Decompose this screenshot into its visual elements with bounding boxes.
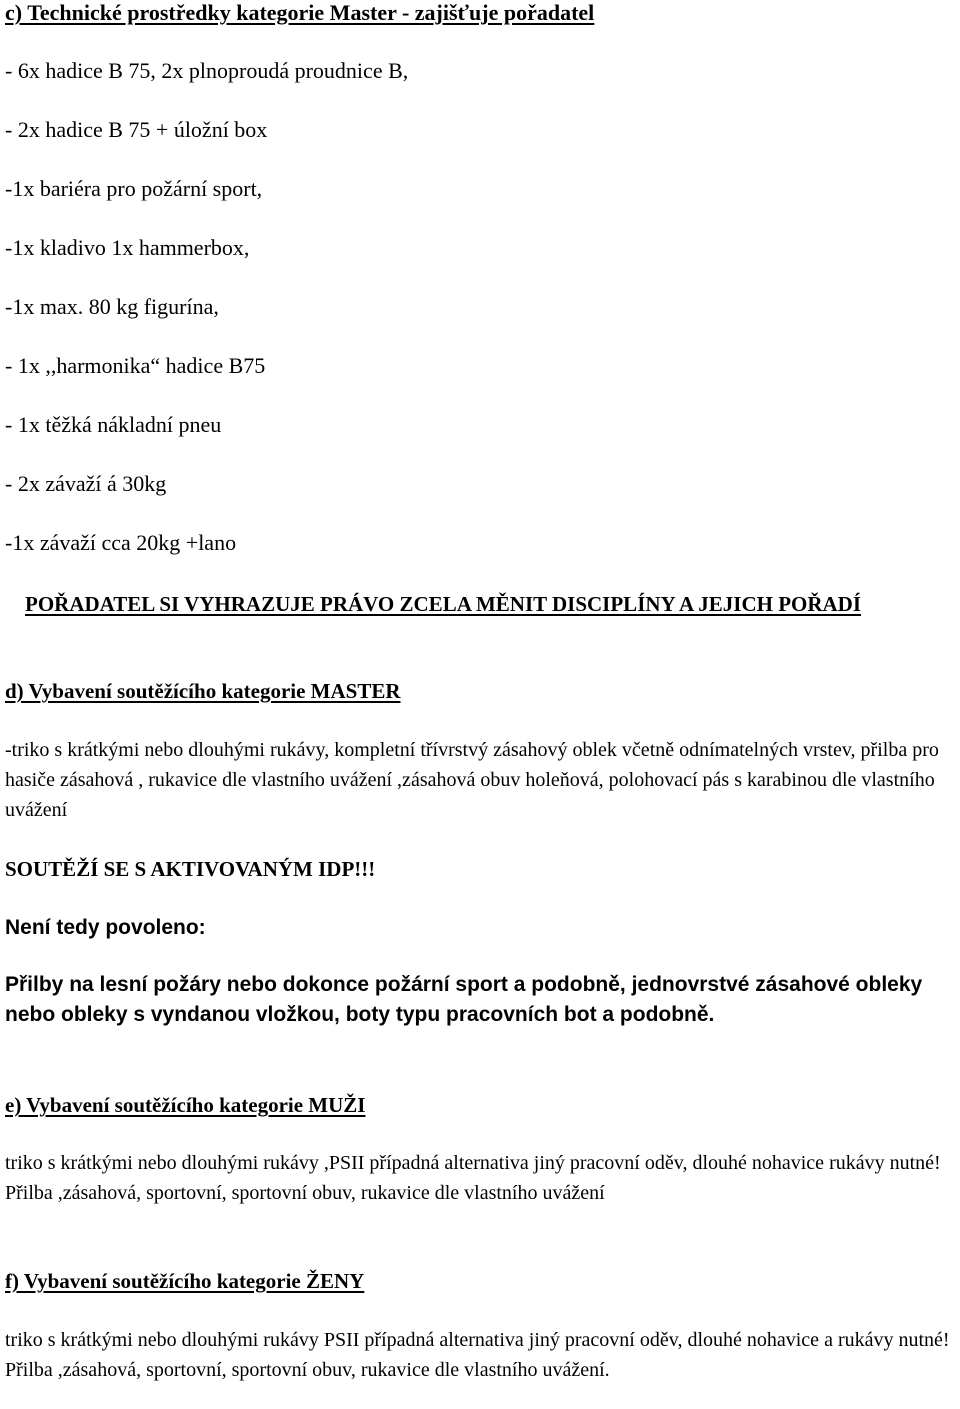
section-c-heading: c) Technické prostředky kategorie Master - zajišťuje pořadatel bbox=[5, 0, 595, 25]
section-d-body: -triko s krátkými nebo dlouhými rukávy, kompletní třívrstvý zásahový oblek včetně odnímatelných vrstev, přilba pro hasiče zásahová , rukavice dle vlastního uvážení ,zásahová obuv holeňová, polohovací pás s karabinou dle vlastního uvážení bbox=[5, 739, 939, 821]
section-f-body: triko s krátkými nebo dlouhými rukávy PSII případná alternativa jiný pracovní oděv, dlouhé nohavice a rukávy nutné! Přilba ,zásahová, sportovní, sportovní obuv, rukavice dle vlastního uvážení. bbox=[5, 1329, 950, 1381]
section-e-heading: e) Vybavení soutěžícího kategorie MUŽI bbox=[5, 1093, 366, 1117]
section-d-heading: d) Vybavení soutěžícího kategorie MASTER bbox=[5, 679, 401, 703]
list-item: - 1x ,,harmonika“ hadice B75 bbox=[5, 353, 266, 378]
list-item: - 1x těžká nákladní pneu bbox=[5, 412, 222, 437]
section-e-body: triko s krátkými nebo dlouhými rukávy ,PSII případná alternativa jiný pracovní oděv, dlouhé nohavice rukávy nutné! Přilba ,zásahová, sportovní, sportovní obuv, rukavice dle vlastního uvážení bbox=[5, 1152, 941, 1204]
list-item: - 2x hadice B 75 + úložní box bbox=[5, 117, 268, 142]
organizer-notice: POŘADATEL SI VYHRAZUJE PRÁVO ZCELA MĚNIT DISCIPLÍNY A JEJICH POŘADÍ bbox=[25, 592, 862, 616]
not-allowed-body: Přilby na lesní požáry nebo dokonce požární sport a podobně, jednovrstvé zásahové obleky nebo obleky s vyndanou vložkou, boty typu pracovních bot a podobně. bbox=[5, 973, 923, 1026]
section-f-heading: f) Vybavení soutěžícího kategorie ŽENY bbox=[5, 1269, 365, 1293]
list-item: - 2x závaží á 30kg bbox=[5, 471, 167, 496]
list-item: -1x max. 80 kg figurína, bbox=[5, 294, 219, 319]
not-allowed-heading: Není tedy povoleno: bbox=[5, 916, 206, 939]
list-item: -1x bariéra pro požární sport, bbox=[5, 176, 263, 201]
list-item: -1x závaží cca 20kg +lano bbox=[5, 530, 237, 555]
list-item: -1x kladivo 1x hammerbox, bbox=[5, 235, 250, 260]
idp-notice: SOUTĚŽÍ SE S AKTIVOVANÝM IDP!!! bbox=[5, 857, 376, 881]
list-item: - 6x hadice B 75, 2x plnoproudá proudnice B, bbox=[5, 58, 409, 83]
